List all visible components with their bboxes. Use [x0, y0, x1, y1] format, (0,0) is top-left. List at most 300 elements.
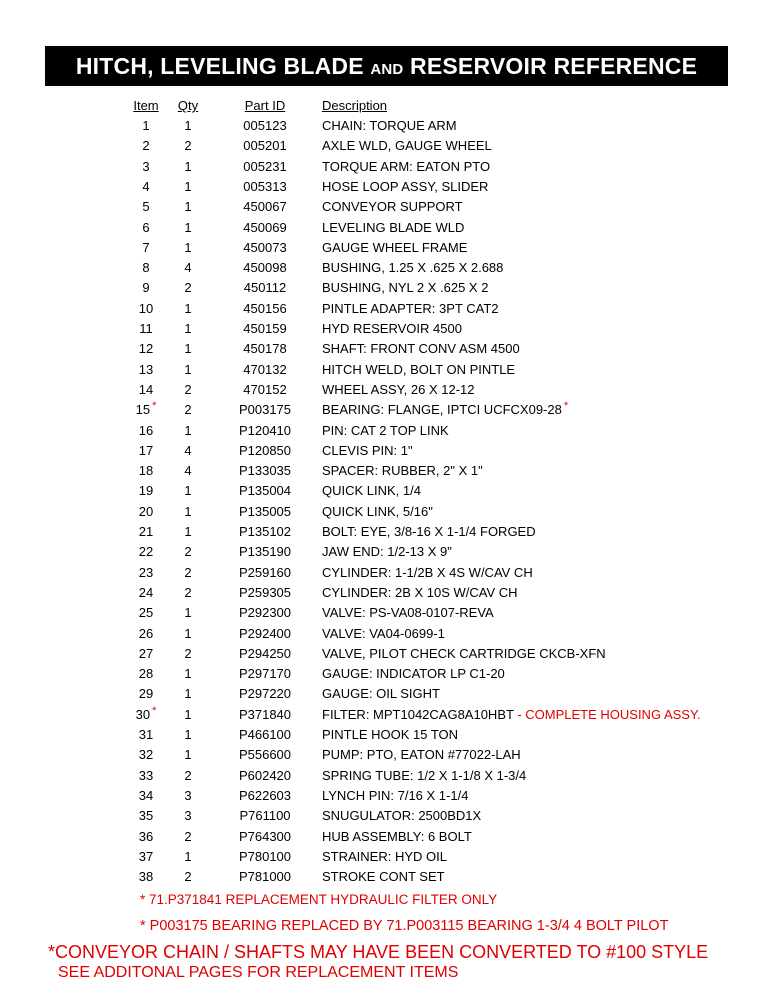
part-id-cell [230, 684, 300, 704]
item-cell [127, 339, 165, 359]
part-id-cell [230, 664, 300, 684]
table-row [0, 806, 773, 826]
description-cell [322, 664, 505, 684]
qty-cell [173, 867, 203, 887]
item-cell [127, 624, 165, 644]
part-id-cell-text: P135004 [238, 483, 292, 499]
note-conveyor: *CONVEYOR CHAIN / SHAFTS MAY HAVE BEEN CONVERTED TO #100 STYLE [48, 942, 709, 962]
table-row [0, 400, 773, 420]
part-id-cell [230, 136, 300, 156]
item-cell [127, 177, 165, 197]
qty-cell-text: 4 [184, 442, 192, 458]
description-cell [322, 542, 452, 562]
description-cell-text: VALVE: PS-VA08-0107-REVA [322, 605, 494, 621]
part-id-cell-text: 470152 [243, 381, 287, 397]
qty-cell [173, 197, 203, 217]
description-cell-text: SHAFT: FRONT CONV ASM 4500 [322, 341, 520, 357]
part-id-cell-text: P292300 [238, 605, 292, 621]
description-cell-text: JAW END: 1/2-13 X 9" [322, 544, 452, 560]
qty-cell-text: 1 [184, 422, 192, 438]
qty-cell [173, 684, 203, 704]
description-cell [322, 380, 474, 400]
part-id-cell [230, 177, 300, 197]
description-cell [322, 502, 433, 522]
qty-cell [173, 522, 203, 542]
item-cell-text: 2 [142, 138, 150, 154]
table-row [0, 481, 773, 501]
qty-cell-text: 1 [184, 300, 192, 316]
part-id-cell [230, 197, 300, 217]
table-row [0, 644, 773, 664]
item-cell [127, 563, 165, 583]
description-cell-text: GAUGE WHEEL FRAME [322, 239, 468, 255]
part-id-cell-text: P297220 [238, 686, 292, 702]
description-cell [322, 766, 526, 786]
item-cell-text: 37 [138, 848, 154, 864]
qty-cell [173, 827, 203, 847]
table-row [0, 847, 773, 867]
qty-cell-text: 2 [184, 402, 192, 418]
description-cell [322, 278, 488, 298]
description-cell-text: BEARING: FLANGE, IPTCI UCFCX09-28 [322, 402, 562, 418]
qty-cell [173, 725, 203, 745]
item-cell [127, 136, 165, 156]
description-cell [322, 157, 490, 177]
qty-cell-text: 1 [184, 219, 192, 235]
qty-cell [173, 360, 203, 380]
description-cell [322, 116, 457, 136]
part-id-cell [230, 157, 300, 177]
item-cell [127, 278, 165, 298]
qty-cell [173, 157, 203, 177]
part-id-cell [230, 644, 300, 664]
table-row [0, 705, 773, 725]
table-row [0, 664, 773, 684]
qty-cell [173, 177, 203, 197]
part-id-cell [230, 461, 300, 481]
description-cell [322, 705, 701, 725]
qty-cell [173, 644, 203, 664]
part-id-cell-text: 450159 [243, 321, 287, 336]
part-id-cell-text: P135005 [238, 503, 292, 519]
qty-cell-text: 1 [184, 524, 192, 539]
part-id-cell-text: P602420 [238, 767, 292, 783]
part-id-cell [230, 766, 300, 786]
description-cell-text: BUSHING, 1.25 X .625 X 2.688 [322, 260, 504, 276]
table-row [0, 339, 773, 359]
note-filter: * 71.P371841 REPLACEMENT HYDRAULIC FILTER ONLY [140, 892, 498, 907]
item-cell-text: 21 [138, 524, 154, 539]
item-cell [127, 441, 165, 461]
description-cell [322, 827, 472, 847]
item-cell-text: 22 [138, 544, 154, 560]
qty-cell-text: 1 [184, 706, 192, 722]
part-id-cell-text: P780100 [238, 848, 292, 864]
qty-cell-text: 2 [184, 767, 192, 783]
qty-cell [173, 218, 203, 238]
qty-cell-text: 1 [184, 178, 192, 194]
description-cell-text: LYNCH PIN: 7/16 X 1-1/4 [322, 787, 469, 803]
item-cell [127, 400, 165, 421]
part-id-cell [230, 786, 300, 806]
item-cell [127, 542, 165, 562]
description-cell [322, 745, 521, 765]
item-cell [127, 603, 165, 623]
item-cell [127, 522, 165, 542]
part-id-cell-text: P781000 [238, 869, 292, 885]
qty-cell [173, 421, 203, 441]
item-cell [127, 766, 165, 786]
description-cell-text: FILTER: MPT1042CAG8A10HBT [322, 706, 514, 722]
part-id-cell [230, 481, 300, 501]
description-cell [322, 563, 533, 583]
part-id-cell-text: P294250 [238, 645, 292, 661]
item-cell-text: 13 [138, 361, 154, 377]
item-cell [127, 481, 165, 501]
item-cell [127, 745, 165, 765]
item-cell-text: 11 [139, 321, 153, 336]
description-cell [322, 847, 447, 867]
qty-cell [173, 847, 203, 867]
part-id-cell [230, 624, 300, 644]
qty-cell [173, 461, 203, 481]
qty-cell [173, 664, 203, 684]
part-id-cell [230, 421, 300, 441]
description-cell-text: WHEEL ASSY, 26 X 12-12 [322, 381, 475, 397]
item-cell-text: 20 [138, 503, 154, 519]
qty-cell-text: 1 [184, 361, 192, 377]
qty-cell [173, 705, 203, 725]
qty-cell [173, 563, 203, 583]
qty-cell-text: 1 [184, 686, 192, 702]
header-qty: Qty [177, 98, 199, 113]
qty-cell-text: 1 [184, 605, 192, 621]
qty-cell [173, 583, 203, 603]
header-description: Description [322, 98, 388, 113]
part-id-cell-text: 005313 [243, 178, 287, 194]
item-cell-text: 18 [138, 463, 154, 479]
description-cell-text: CHAIN: TORQUE ARM [322, 118, 457, 133]
description-cell [322, 197, 463, 217]
description-cell-text: SPRING TUBE: 1/2 X 1-1/8 X 1-3/4 [322, 767, 527, 783]
part-id-cell [230, 502, 300, 522]
item-cell-text: 16 [138, 422, 154, 438]
table-row [0, 684, 773, 704]
qty-cell-text: 3 [184, 787, 192, 803]
item-cell [127, 116, 165, 136]
description-cell-text: STRAINER: HYD OIL [322, 848, 447, 864]
table-row [0, 725, 773, 745]
part-id-cell [230, 806, 300, 826]
description-cell-text: TORQUE ARM: EATON PTO [322, 158, 491, 174]
qty-cell [173, 400, 203, 420]
qty-cell-text: 1 [184, 158, 192, 174]
table-row [0, 603, 773, 623]
item-cell [127, 725, 165, 745]
description-cell [322, 421, 449, 441]
item-cell [127, 867, 165, 887]
description-cell [322, 441, 413, 461]
part-id-cell-text: P297170 [238, 666, 292, 682]
item-cell-text: 36 [138, 828, 154, 844]
part-id-cell [230, 603, 300, 623]
part-id-cell [230, 745, 300, 765]
qty-cell [173, 299, 203, 319]
item-cell-text: 15 [135, 402, 151, 418]
item-cell [127, 705, 165, 726]
table-row [0, 299, 773, 319]
qty-cell [173, 258, 203, 278]
description-cell [322, 299, 499, 319]
table-row [0, 522, 773, 542]
part-id-cell-text: 450156 [243, 300, 287, 316]
qty-cell [173, 806, 203, 826]
item-cell [127, 502, 165, 522]
table-row [0, 421, 773, 441]
table-row [0, 258, 773, 278]
part-id-cell [230, 583, 300, 603]
part-id-cell [230, 400, 300, 420]
qty-cell [173, 624, 203, 644]
part-id-cell [230, 847, 300, 867]
asterisk-marker: * [152, 400, 157, 413]
title-part-3: RESERVOIR REFERENCE [403, 53, 698, 79]
qty-cell-text: 1 [184, 321, 192, 336]
qty-cell [173, 786, 203, 806]
header-part-id: Part ID [244, 98, 286, 113]
description-cell-text: QUICK LINK, 5/16" [322, 503, 433, 519]
part-id-cell [230, 218, 300, 238]
part-id-cell [230, 360, 300, 380]
table-row [0, 360, 773, 380]
table-row [0, 116, 773, 136]
table-row [0, 502, 773, 522]
qty-cell [173, 502, 203, 522]
part-id-cell [230, 319, 300, 339]
description-cell-text: HUB ASSEMBLY: 6 BOLT [322, 828, 472, 844]
description-cell [322, 725, 458, 745]
description-cell-text: STROKE CONT SET [322, 869, 445, 885]
description-cell [322, 238, 467, 258]
table-row [0, 441, 773, 461]
item-cell [127, 644, 165, 664]
part-id-cell-text: P135190 [238, 544, 292, 560]
part-id-cell [230, 563, 300, 583]
part-id-cell-text: P556600 [238, 747, 292, 763]
part-id-cell-text: P761100 [239, 808, 291, 824]
part-id-cell-text: 470132 [243, 361, 287, 377]
title-part-2: AND [370, 61, 404, 78]
qty-cell-text: 2 [184, 584, 192, 600]
part-id-cell-text: P259305 [238, 584, 292, 600]
table-row [0, 624, 773, 644]
description-cell [322, 786, 468, 806]
description-cell [322, 319, 462, 339]
description-cell-text: LEVELING BLADE WLD [322, 219, 465, 235]
table-row [0, 867, 773, 887]
description-cell [322, 867, 445, 887]
description-cell-text: CONVEYOR SUPPORT [322, 199, 463, 215]
table-row [0, 197, 773, 217]
part-id-cell-text: 005231 [243, 158, 287, 174]
part-id-cell [230, 339, 300, 359]
qty-cell [173, 542, 203, 562]
item-cell-text: 17 [138, 442, 154, 458]
table-row [0, 218, 773, 238]
table-row [0, 786, 773, 806]
part-id-cell [230, 278, 300, 298]
item-cell-text: 6 [142, 219, 150, 235]
qty-cell-text: 2 [184, 280, 192, 296]
description-cell-text: HOSE LOOP ASSY, SLIDER [322, 178, 489, 194]
description-cell [322, 136, 492, 156]
qty-cell-text: 1 [184, 848, 192, 864]
description-cell [322, 806, 481, 826]
item-cell-text: 14 [138, 381, 154, 397]
item-cell [127, 197, 165, 217]
description-cell [322, 644, 606, 664]
part-id-cell-text: 450067 [243, 199, 287, 215]
item-cell [127, 684, 165, 704]
description-cell-text: BUSHING, NYL 2 X .625 X 2 [322, 280, 489, 296]
description-cell [322, 339, 520, 359]
qty-cell-text: 4 [184, 463, 192, 479]
description-cell [322, 218, 464, 238]
item-cell-text: 8 [142, 260, 150, 276]
qty-cell [173, 339, 203, 359]
description-cell [322, 522, 536, 542]
qty-cell-text: 1 [184, 199, 192, 215]
description-cell-text: VALVE: VA04-0699-1 [322, 625, 445, 641]
item-cell [127, 827, 165, 847]
table-row [0, 278, 773, 298]
item-cell-text: 9 [142, 280, 150, 296]
item-cell-text: 29 [138, 686, 154, 702]
item-cell-text: 28 [138, 666, 154, 682]
description-cell [322, 603, 494, 623]
title-part-1: HITCH, LEVELING BLADE [75, 53, 371, 79]
header-item: Item [133, 98, 159, 113]
description-cell-text: PUMP: PTO, EATON #77022-LAH [322, 747, 521, 763]
item-cell-text: 27 [138, 645, 154, 661]
part-id-cell [230, 238, 300, 258]
part-id-cell-text: P259160 [238, 564, 292, 580]
item-cell-text: 4 [142, 178, 150, 194]
item-cell [127, 421, 165, 441]
item-cell-text: 5 [142, 199, 150, 215]
part-id-cell-text: 450073 [243, 239, 287, 255]
description-cell [322, 461, 483, 481]
qty-cell-text: 1 [184, 503, 192, 519]
description-cell [322, 258, 503, 278]
table-row [0, 766, 773, 786]
asterisk-marker: * [152, 704, 157, 717]
qty-cell-text: 2 [184, 564, 192, 580]
part-id-cell-text: P764300 [238, 828, 292, 844]
description-cell-text: AXLE WLD, GAUGE WHEEL [322, 138, 492, 154]
item-cell-text: 35 [138, 808, 154, 824]
part-id-cell-text: P133035 [238, 463, 292, 479]
description-note: - COMPLETE HOUSING ASSY. [513, 706, 701, 722]
table-row [0, 380, 773, 400]
description-cell-text: CYLINDER: 1-1/2B X 4S W/CAV CH [322, 564, 533, 580]
qty-cell-text: 1 [184, 747, 192, 763]
part-id-cell [230, 522, 300, 542]
description-cell-text: HYD RESERVOIR 4500 [322, 321, 462, 336]
description-cell [322, 624, 445, 644]
description-cell-text: PINTLE ADAPTER: 3PT CAT2 [322, 300, 499, 316]
item-cell-text: 31 [138, 727, 154, 742]
description-cell [322, 360, 515, 380]
qty-cell-text: 3 [184, 808, 192, 824]
item-cell [127, 218, 165, 238]
table-row [0, 563, 773, 583]
part-id-cell-text: 450112 [243, 280, 287, 296]
qty-cell [173, 116, 203, 136]
part-id-cell [230, 725, 300, 745]
qty-cell [173, 319, 203, 339]
part-id-cell-text: P120410 [238, 422, 292, 438]
description-cell-text: CYLINDER: 2B X 10S W/CAV CH [322, 584, 518, 600]
qty-cell [173, 278, 203, 298]
qty-cell-text: 1 [184, 341, 192, 357]
qty-cell-text: 4 [184, 260, 192, 276]
item-cell [127, 319, 165, 339]
description-cell-text: SNUGULATOR: 2500BD1X [322, 808, 482, 824]
page-title [45, 46, 728, 86]
description-cell-text: SPACER: RUBBER, 2" X 1" [322, 463, 483, 479]
qty-cell-text: 1 [184, 625, 192, 641]
qty-cell [173, 603, 203, 623]
item-cell-text: 1 [142, 118, 150, 133]
description-cell-text: GAUGE: OIL SIGHT [322, 686, 440, 702]
description-cell-text: VALVE, PILOT CHECK CARTRIDGE CKCB-XFN [322, 645, 606, 661]
qty-cell-text: 1 [184, 666, 192, 682]
item-cell-text: 24 [138, 584, 154, 600]
part-id-cell [230, 542, 300, 562]
item-cell [127, 847, 165, 867]
part-id-cell-text: 450069 [243, 219, 287, 235]
part-id-cell-text: P120850 [238, 442, 292, 458]
qty-cell [173, 481, 203, 501]
item-cell [127, 258, 165, 278]
qty-cell [173, 745, 203, 765]
note-bearing: * P003175 BEARING REPLACED BY 71.P003115 BEARING 1-3/4 4 BOLT PILOT [140, 918, 669, 934]
description-cell-text: HITCH WELD, BOLT ON PINTLE [322, 361, 516, 377]
item-cell-text: 32 [138, 747, 154, 763]
part-id-cell-text: 005201 [243, 138, 287, 154]
item-cell [127, 299, 165, 319]
qty-cell [173, 380, 203, 400]
table-row [0, 319, 773, 339]
qty-cell-text: 2 [184, 869, 192, 885]
qty-cell-text: 2 [184, 544, 192, 560]
description-cell-text: PINTLE HOOK 15 TON [322, 727, 459, 742]
table-row [0, 583, 773, 603]
item-cell-text: 38 [138, 869, 154, 885]
part-id-cell-text: P466100 [238, 727, 292, 742]
qty-cell-text: 1 [184, 118, 192, 133]
qty-cell-text: 1 [184, 483, 192, 499]
qty-cell [173, 136, 203, 156]
description-cell [322, 583, 518, 603]
item-cell-text: 25 [138, 605, 154, 621]
item-cell [127, 664, 165, 684]
qty-cell-text: 1 [184, 727, 192, 742]
item-cell-text: 34 [138, 787, 154, 803]
table-row [0, 238, 773, 258]
table-header [0, 96, 773, 116]
